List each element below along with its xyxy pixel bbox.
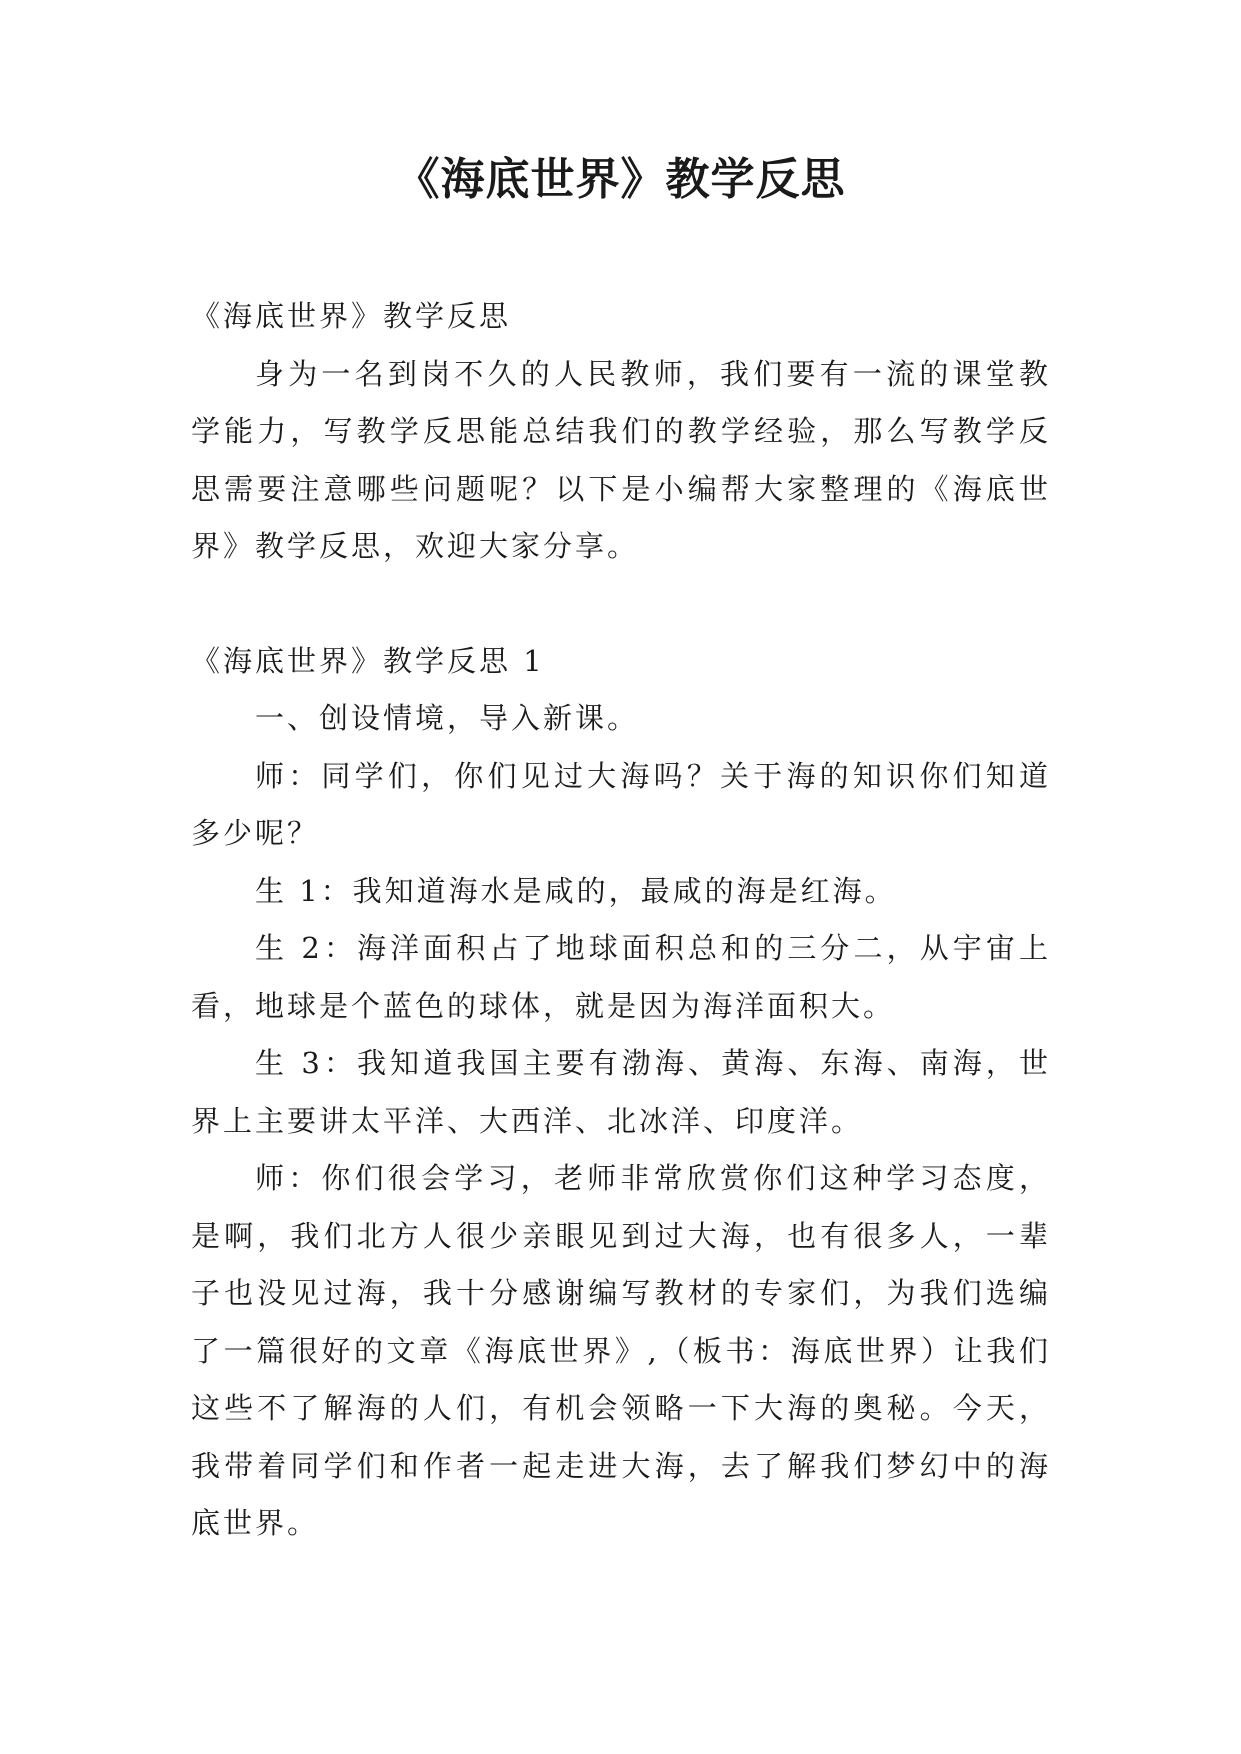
intro-paragraph: 身为一名到岗不久的人民教师，我们要有一流的课堂教学能力，写教学反思能总结我们的教学经验，那么写教学反思需要注意哪些问题呢？以下是小编帮大家整理的《海底世界》教学反思，欢迎大家分享。 xyxy=(191,356,1051,563)
student-answer-1: 生 1：我知道海水是咸的，最咸的海是红海。 xyxy=(255,873,897,908)
intro-heading: 《海底世界》教学反思 xyxy=(191,299,512,333)
document-title: 《海底世界》教学反思 xyxy=(395,154,846,205)
document-body xyxy=(191,288,1051,1553)
teacher-question: 师：同学们，你们见过大海吗？关于海的知识你们知道多少呢？ xyxy=(191,758,1051,850)
student-answer-2: 生 2：海洋面积占了地球面积总和的三分二，从宇宙上看，地球是个蓝色的球体，就是因为海洋面积大。 xyxy=(191,931,1051,1023)
student-answer-3: 生 3：我知道我国主要有渤海、黄海、东海、南海，世界上主要讲太平洋、大西洋、北冰洋、印度洋。 xyxy=(191,1046,1051,1138)
section-1-heading: 《海底世界》教学反思 1 xyxy=(191,643,545,678)
teacher-introduction: 师：你们很会学习，老师非常欣赏你们这种学习态度，是啊，我们北方人很少亲眼见到过大海，也有很多人，一辈子也没见过海，我十分感谢编写教材的专家们，为我们选编了一篇很好的文章《海底世界》,（板书：海底世界）让我们这些不了解海的人们，有机会领略一下大海的奥秘。今天，我带着同学们和作者一起走进大海，去了解我们梦幻中的海底世界。 xyxy=(191,1161,1051,1540)
section-spacer xyxy=(191,576,1051,633)
step-heading: 一、创设情境，导入新课。 xyxy=(255,701,640,735)
